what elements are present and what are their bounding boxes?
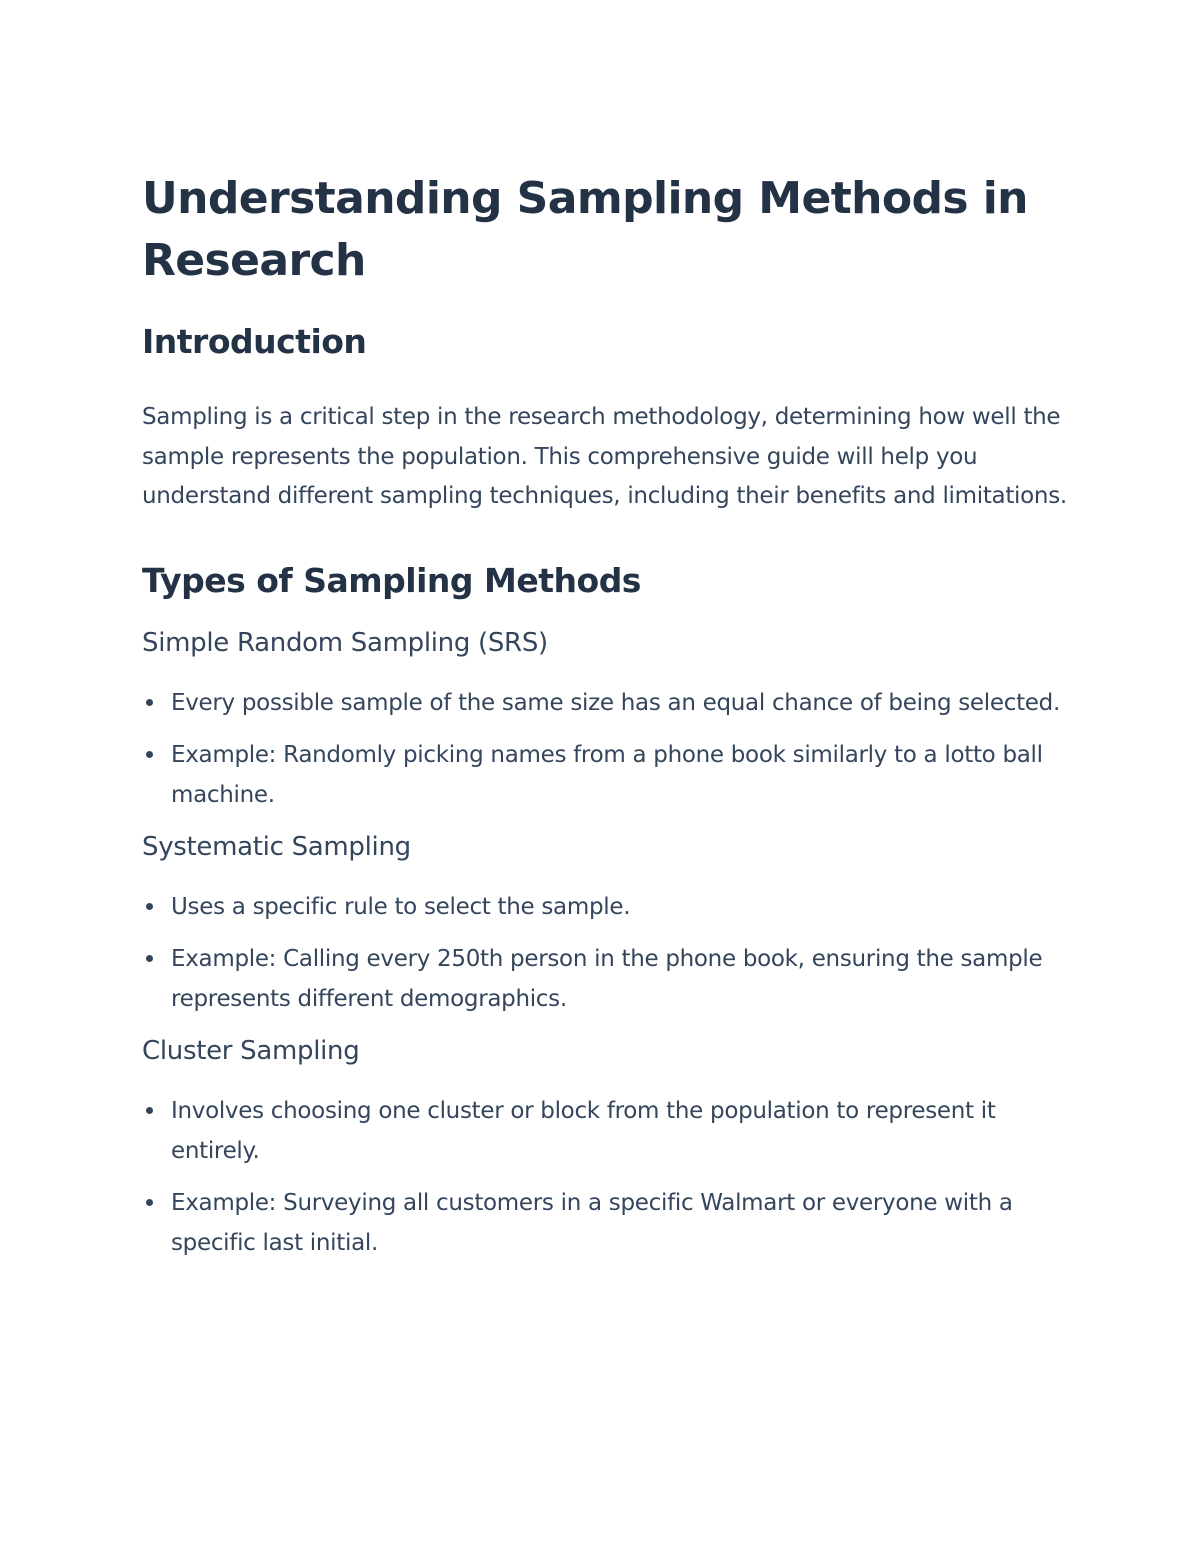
bullet-icon — [146, 1199, 153, 1206]
method-cluster — [142, 1033, 1072, 1263]
method-simple-random — [142, 625, 1072, 815]
method-points — [142, 887, 1072, 1019]
method-heading: Cluster Sampling — [142, 1035, 360, 1066]
list-item — [142, 683, 1072, 723]
list-item — [142, 735, 1072, 815]
list-item — [142, 939, 1072, 1019]
document-title: Understanding Sampling Methods in Research — [142, 173, 1028, 286]
list-item-text: Example: Calling every 250th person in the phone book, ensuring the sample represents different demographics. — [171, 945, 1043, 1012]
bullet-icon — [146, 751, 153, 758]
list-item — [142, 887, 1072, 927]
list-item-text: Example: Randomly picking names from a phone book similarly to a lotto ball machine. — [171, 741, 1043, 808]
bullet-icon — [146, 903, 153, 910]
list-item-text: Uses a specific rule to select the sample. — [171, 893, 631, 920]
method-points — [142, 683, 1072, 815]
introduction-paragraph: Sampling is a critical step in the research methodology, determining how well the sample represents the population. This comprehensive guide will help you understand different sampling techniques, including their benefits and limitations. — [142, 404, 1067, 509]
list-item-text: Involves choosing one cluster or block from the population to represent it entirely. — [171, 1097, 996, 1164]
introduction-heading: Introduction — [142, 322, 367, 361]
method-heading: Systematic Sampling — [142, 831, 411, 862]
method-heading: Simple Random Sampling (SRS) — [142, 627, 548, 658]
list-item-text: Example: Surveying all customers in a specific Walmart or everyone with a specific last initial. — [171, 1189, 1013, 1256]
list-item — [142, 1091, 1072, 1171]
bullet-icon — [146, 699, 153, 706]
bullet-icon — [146, 1107, 153, 1114]
method-points — [142, 1091, 1072, 1263]
list-item — [142, 1183, 1072, 1263]
types-heading: Types of Sampling Methods — [142, 560, 641, 600]
list-item-text: Every possible sample of the same size has an equal chance of being selected. — [171, 689, 1060, 716]
document-page — [142, 168, 1072, 1277]
bullet-icon — [146, 955, 153, 962]
method-systematic — [142, 829, 1072, 1019]
